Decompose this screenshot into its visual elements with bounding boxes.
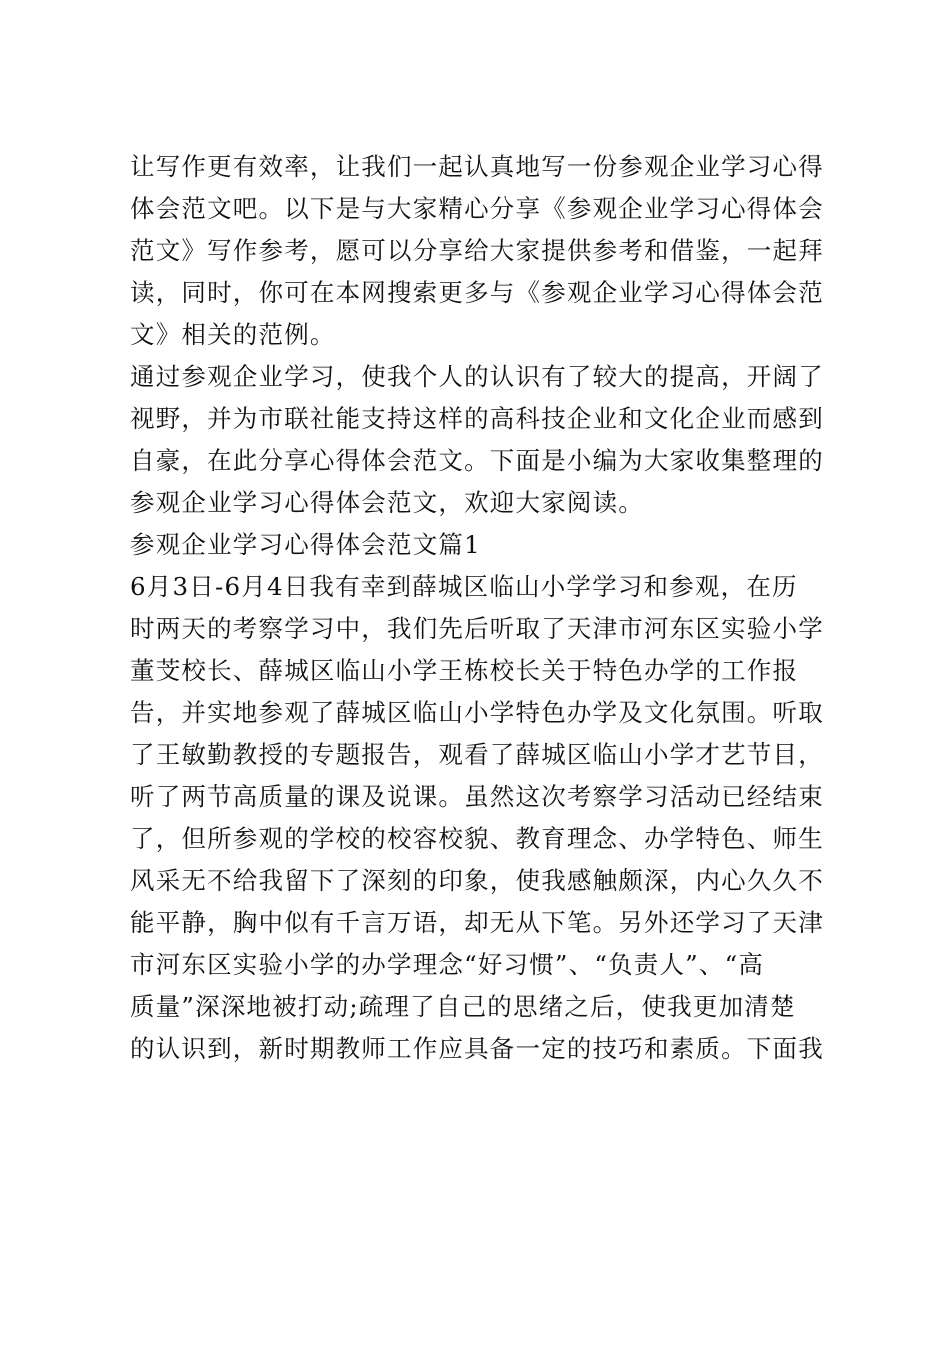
text-line: 通过参观企业学习，使我个人的认识有了较大的提高，开阔了 bbox=[130, 362, 824, 391]
text-line: 自豪，在此分享心得体会范文。下面是小编为大家收集整理的 bbox=[130, 446, 824, 475]
text-line: 董芠校长、薛城区临山小学王栋校长关于特色办学的工作报 bbox=[130, 656, 799, 685]
text-line: 的认识到，新时期教师工作应具备一定的技巧和素质。下面我 bbox=[130, 1034, 824, 1063]
text-line: 6月3日-6月4日我有幸到薛城区临山小学学习和参观，在历 bbox=[130, 572, 798, 601]
text-line: 风采无不给我留下了深刻的印象，使我感触颇深，内心久久不 bbox=[130, 866, 824, 895]
text-line: 市河东区实验小学的办学理念“好习惯”、“负责人”、“高 bbox=[130, 950, 765, 979]
text-line: 时两天的考察学习中，我们先后听取了天津市河东区实验小学 bbox=[130, 614, 824, 643]
text-line: 文》相关的范例。 bbox=[130, 320, 336, 349]
text-line: 视野，并为市联社能支持这样的高科技企业和文化企业而感到 bbox=[130, 404, 824, 433]
document-body bbox=[130, 146, 830, 1070]
text-line: 体会范文吧。以下是与大家精心分享《参观企业学习心得体会 bbox=[130, 194, 824, 223]
text-line: 能平静，胸中似有千言万语，却无从下笔。另外还学习了天津 bbox=[130, 908, 824, 937]
text-line: 读，同时，你可在本网搜索更多与《参观企业学习心得体会范 bbox=[130, 278, 824, 307]
text-line: 听了两节高质量的课及说课。虽然这次考察学习活动已经结束 bbox=[130, 782, 824, 811]
text-line: 了，但所参观的学校的校容校貌、教育理念、办学特色、师生 bbox=[130, 824, 824, 853]
text-line: 参观企业学习心得体会范文，欢迎大家阅读。 bbox=[130, 488, 644, 517]
text-line: 质量”深深地被打动;疏理了自己的思绪之后，使我更加清楚 bbox=[130, 992, 796, 1021]
text-line: 让写作更有效率，让我们一起认真地写一份参观企业学习心得 bbox=[130, 152, 824, 181]
text-line: 了王敏勤教授的专题报告，观看了薛城区临山小学才艺节目， bbox=[130, 740, 824, 769]
section-heading: 参观企业学习心得体会范文篇1 bbox=[130, 530, 481, 559]
text-line: 告，并实地参观了薛城区临山小学特色办学及文化氛围。听取 bbox=[130, 698, 824, 727]
text-line: 范文》写作参考，愿可以分享给大家提供参考和借鉴，一起拜 bbox=[130, 236, 824, 265]
